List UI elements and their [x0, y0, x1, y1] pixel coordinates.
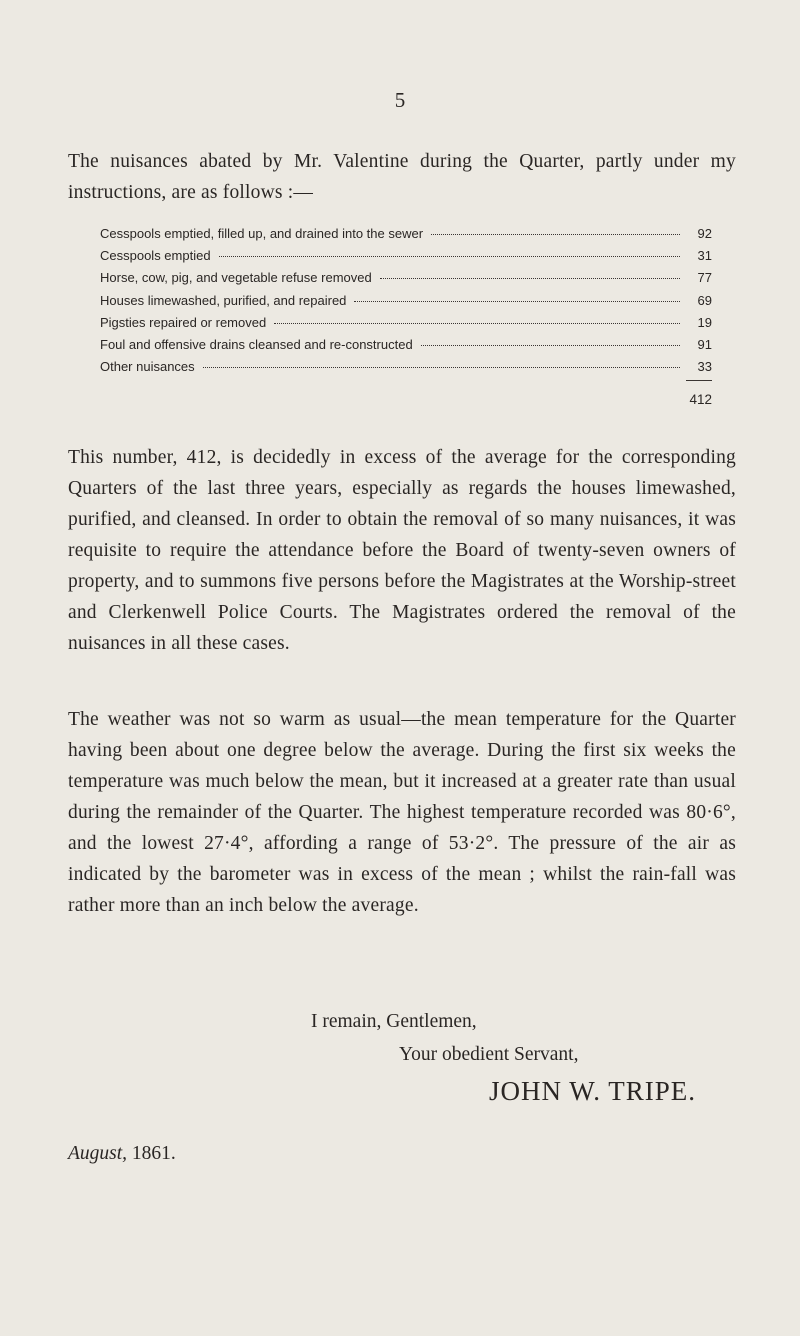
row-label: Foul and offensive drains cleansed and re-constructed	[100, 336, 413, 352]
signature: JOHN W. TRIPE.	[489, 1076, 697, 1106]
body-paragraph-3: The weather was not so warm as usual—the mean temperature for the Quarter having been about one degree below the average. During the first six weeks the temperature was much below the mean, but it increased at a greater rate than usual during the remainder of the Quarter. The highest temperature recorded was 80·6°, and the lowest 27·4°, affording a range of 53·2°. The pressure of the air as indicated by the barometer was in excess of the mean ; whilst the rain-fall was rather more than an inch below the average.	[68, 709, 736, 916]
row-value: 31	[697, 248, 712, 264]
closing-line-1: I remain, Gentlemen,	[311, 1011, 477, 1032]
nuisances-table	[100, 226, 712, 381]
closing-line-2: Your obedient Servant,	[399, 1044, 579, 1065]
leader-dots	[203, 367, 680, 368]
leader-dots	[274, 323, 680, 324]
row-value: 77	[697, 270, 712, 286]
row-label: Cesspools emptied	[100, 248, 211, 264]
table-row	[100, 293, 712, 315]
leader-dots	[421, 345, 680, 346]
leader-dots	[219, 256, 680, 257]
intro-paragraph: The nuisances abated by Mr. Valentine during the Quarter, partly under my instructions, are as follows :—	[68, 151, 736, 203]
row-label: Other nuisances	[100, 359, 195, 375]
body-paragraph-2: This number, 412, is decidedly in excess of the average for the corresponding Quarters of the last three years, especially as regards the houses limewashed, purified, and cleansed. In order to obtain the removal of so many nuisances, it was requisite to require the attendance before the Board of twenty-seven owners of property, and to summons five persons before the Magistrates at the Worship-street and Clerkenwell Police Courts. The Magistrates ordered the removal of the nuisances in all these cases.	[68, 447, 736, 654]
row-label: Pigsties repaired or removed	[100, 314, 267, 330]
row-label: Houses limewashed, purified, and repaired	[100, 292, 347, 308]
total-rule	[686, 380, 712, 381]
leader-dots	[354, 301, 680, 302]
row-value: 69	[697, 292, 712, 308]
table-row	[100, 270, 712, 292]
table-row	[100, 226, 712, 248]
leader-dots	[380, 278, 680, 279]
row-value: 91	[697, 336, 712, 352]
row-value: 92	[697, 226, 712, 241]
table-row	[100, 337, 712, 359]
page-number: 5	[394, 88, 406, 112]
row-value: 19	[697, 314, 712, 330]
table-row	[100, 359, 712, 381]
table-row	[100, 315, 712, 337]
date-year: 1861.	[127, 1143, 176, 1164]
row-value: 33	[697, 359, 712, 375]
row-label: Cesspools emptied, filled up, and drained into the sewer	[100, 226, 424, 241]
leader-dots	[431, 234, 680, 235]
table-total: 412	[689, 392, 712, 407]
date-month: August,	[68, 1143, 128, 1164]
date-line	[68, 1143, 176, 1165]
row-label: Horse, cow, pig, and vegetable refuse removed	[100, 270, 372, 286]
table-row	[100, 248, 712, 270]
